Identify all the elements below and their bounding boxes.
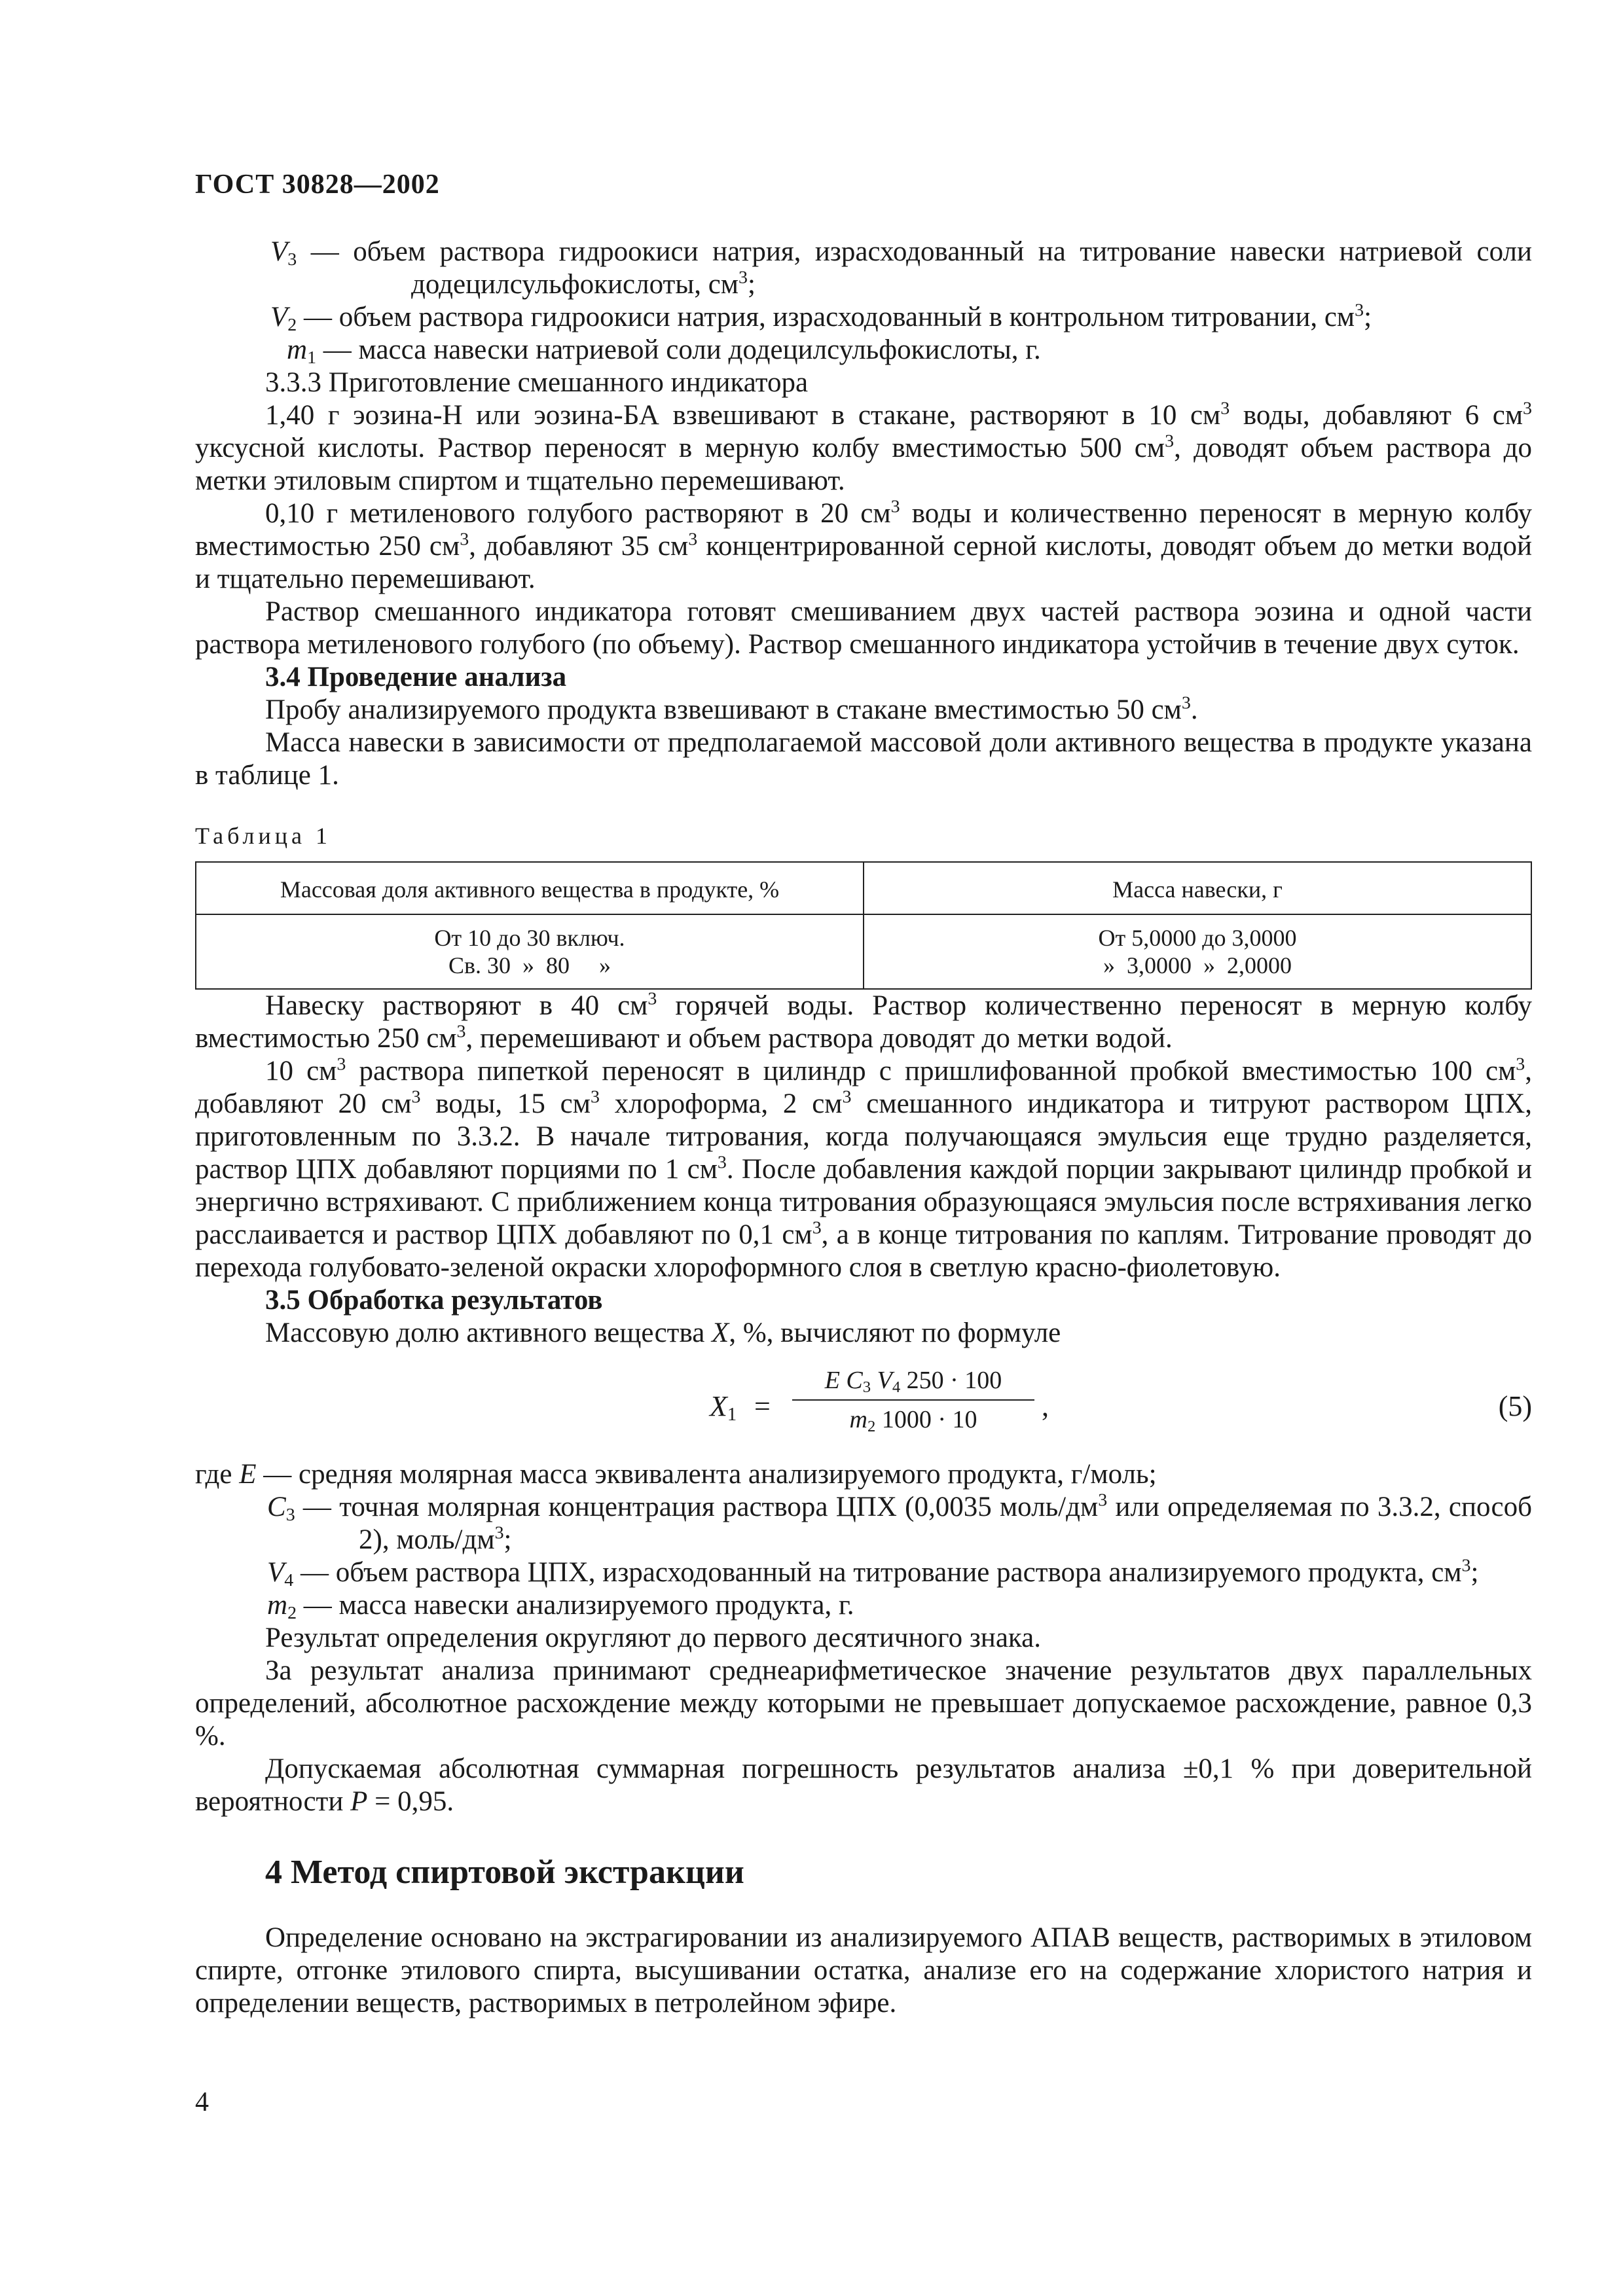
document-id: ГОСТ 30828—2002 [195, 170, 440, 200]
formula-number: (5) [1498, 1390, 1532, 1422]
paragraph-mixed-indicator: Раствор смешанного индикатора готовят смешиванием двух частей раствора эозина и одной части раствора метиленового голубого (по объему). Раствор смешанного индикатора устойчив в течение двух суток. [195, 596, 1532, 660]
definition-e: где E — средняя молярная масса эквивалента анализируемого продукта, г/моль; [195, 1459, 1157, 1490]
definition-v3: $V_3$ — объем раствора гидроокиси натрия, израсходованный на титрование навески натриевой соли додецилсульфокислоты, $см^3$; [270, 236, 1533, 300]
paragraph-sample-mass: Масса навески в зависимости от предполагаемой массовой доли активного вещества в продукте указана в таблице 1. [195, 727, 1532, 791]
page-number: 4 [195, 2087, 209, 2117]
paragraph-rounding: Результат определения округляют до первого десятичного знака. [265, 1623, 1041, 1653]
table-cell: От 10 до 30 включ. Св. 30 » 80 » [196, 914, 864, 989]
paragraph-sample: Пробу анализируемого продукта взвешивают в стакане вместимостью 50 $см^3$. [265, 692, 1198, 725]
table-header-row [196, 862, 1531, 914]
paragraph-extraction: Определение основано на экстрагировании из анализируемого АПАВ веществ, растворимых в этиловом спирте, отгонке этилового спирта, высушивании остатка, анализе его на содержание хлористого натрия и определении веществ, растворимых в петролейном эфире. [195, 1922, 1532, 2018]
formula-comma: , [1042, 1390, 1049, 1422]
paragraph-result: За результат анализа принимают среднеарифметическое значение результатов двух параллельных определений, абсолютное расхождение между которыми не превышает допускаемое расхождение, равное 0,3 %. [195, 1655, 1532, 1751]
table-header-cell: Массовая доля активного вещества в продукте, % [196, 862, 864, 914]
subsection-3-3-3-heading: 3.3.3 Приготовление смешанного индикатора [265, 367, 809, 398]
definition-c3: $C_3$ — точная молярная концентрация раствора ЦПХ (0,0035 моль/$дм^3$ или определяемая по 3.3.2, способ 2), моль/$дм^3$; [267, 1490, 1532, 1555]
table-row [196, 914, 1531, 989]
section-3-5-heading: 3.5 Обработка результатов [265, 1285, 603, 1316]
section-4-heading: 4 Метод спиртовой экстракции [265, 1854, 744, 1891]
formula-lhs: $X_1$ [710, 1390, 737, 1426]
table-header-cell: Масса навески, г [864, 862, 1531, 914]
section-3-4-heading: 3.4 Проведение анализа [265, 662, 567, 692]
table-cell: От 5,0000 до 3,0000 » 3,0000 » 2,0000 [864, 914, 1531, 989]
formula-denominator: $m_2$ 1000 · 10 [849, 1406, 977, 1436]
formula-numerator: E $C_3$ $V_4$ 250 · 100 [792, 1364, 1034, 1401]
paragraph-eosin: 1,40 г эозина-Н или эозина-БА взвешивают в стакане, растворяют в 10 $см^3$ воды, добавляют 6 $см^3$ уксусной кислоты. Раствор переносят в мерную колбу вместимостью 500 $см^3$, доводят объем раствора до метки этиловым спиртом и тщательно перемешивают. [195, 398, 1533, 496]
definition-m1: $m_1$ — масса навески натриевой соли додецилсульфокислоты, г. [287, 334, 1041, 368]
paragraph-dissolve: Навеску растворяют в 40 $см^3$ горячей воды. Раствор количественно переносят в мерную колбу вместимостью 250 $см^3$, перемешивают и объем раствора доводят до метки водой. [195, 988, 1533, 1054]
paragraph-formula-intro: Массовую долю активного вещества X, %, вычисляют по формуле [265, 1318, 1061, 1348]
paragraph-methylene-blue: 0,10 г метиленового голубого растворяют в 20 $см^3$ воды и количественно переносят в мерную колбу вместимостью 250 $см^3$, добавляют 35 $см^3$ концентрированной серной кислоты, доводят объем до метки водой и тщательно перемешивают. [195, 496, 1532, 594]
paragraph-titration: 10 $см^3$ раствора пипеткой переносят в цилиндр с пришлифованной пробкой вместимостью 100 $см^3$, добавляют 20 $см^3$ воды, 15 $см^3$ хлороформа, 2 $см^3$ смешанного индикатора и титруют раствором ЦПХ, приготовленным по 3.3.2. В начале титрования, когда получающаяся эмульсия еще трудно разделяется, раствор ЦПХ добавляют порциями по 1 $см^3$. После добавления каждой порции закрывают цилиндр пробкой и энергично встряхивают. С приближением конца титрования образующаяся эмульсия после встряхивания легко расслаивается и раствор ЦПХ добавляют по 0,1 $см^3$, а в конце титрования по каплям. Титрование проводят до перехода голубовато-зеленой окраски хлороформного слоя в светлую красно-фиолетовую. [195, 1054, 1533, 1283]
formula-fraction [792, 1364, 1034, 1436]
paragraph-error: Допускаемая абсолютная суммарная погрешность результатов анализа ±0,1 % при доверительной вероятности P = 0,95. [195, 1753, 1532, 1817]
table-1 [195, 861, 1532, 990]
formula-equals: = [754, 1390, 771, 1422]
definition-m2: $m_2$ — масса навески анализируемого продукта, г. [267, 1590, 854, 1623]
table-caption: Таблица 1 [195, 823, 331, 849]
definition-v4: $V_4$ — объем раствора ЦПХ, израсходованный на титрование раствора анализируемого продукта, $см^3$; [267, 1555, 1479, 1590]
formula-5 [195, 1364, 1532, 1449]
definition-v2: $V_2$ — объем раствора гидроокиси натрия, израсходованный в контрольном титровании, $см^3$; [270, 300, 1372, 335]
document-body [195, 236, 1532, 2020]
